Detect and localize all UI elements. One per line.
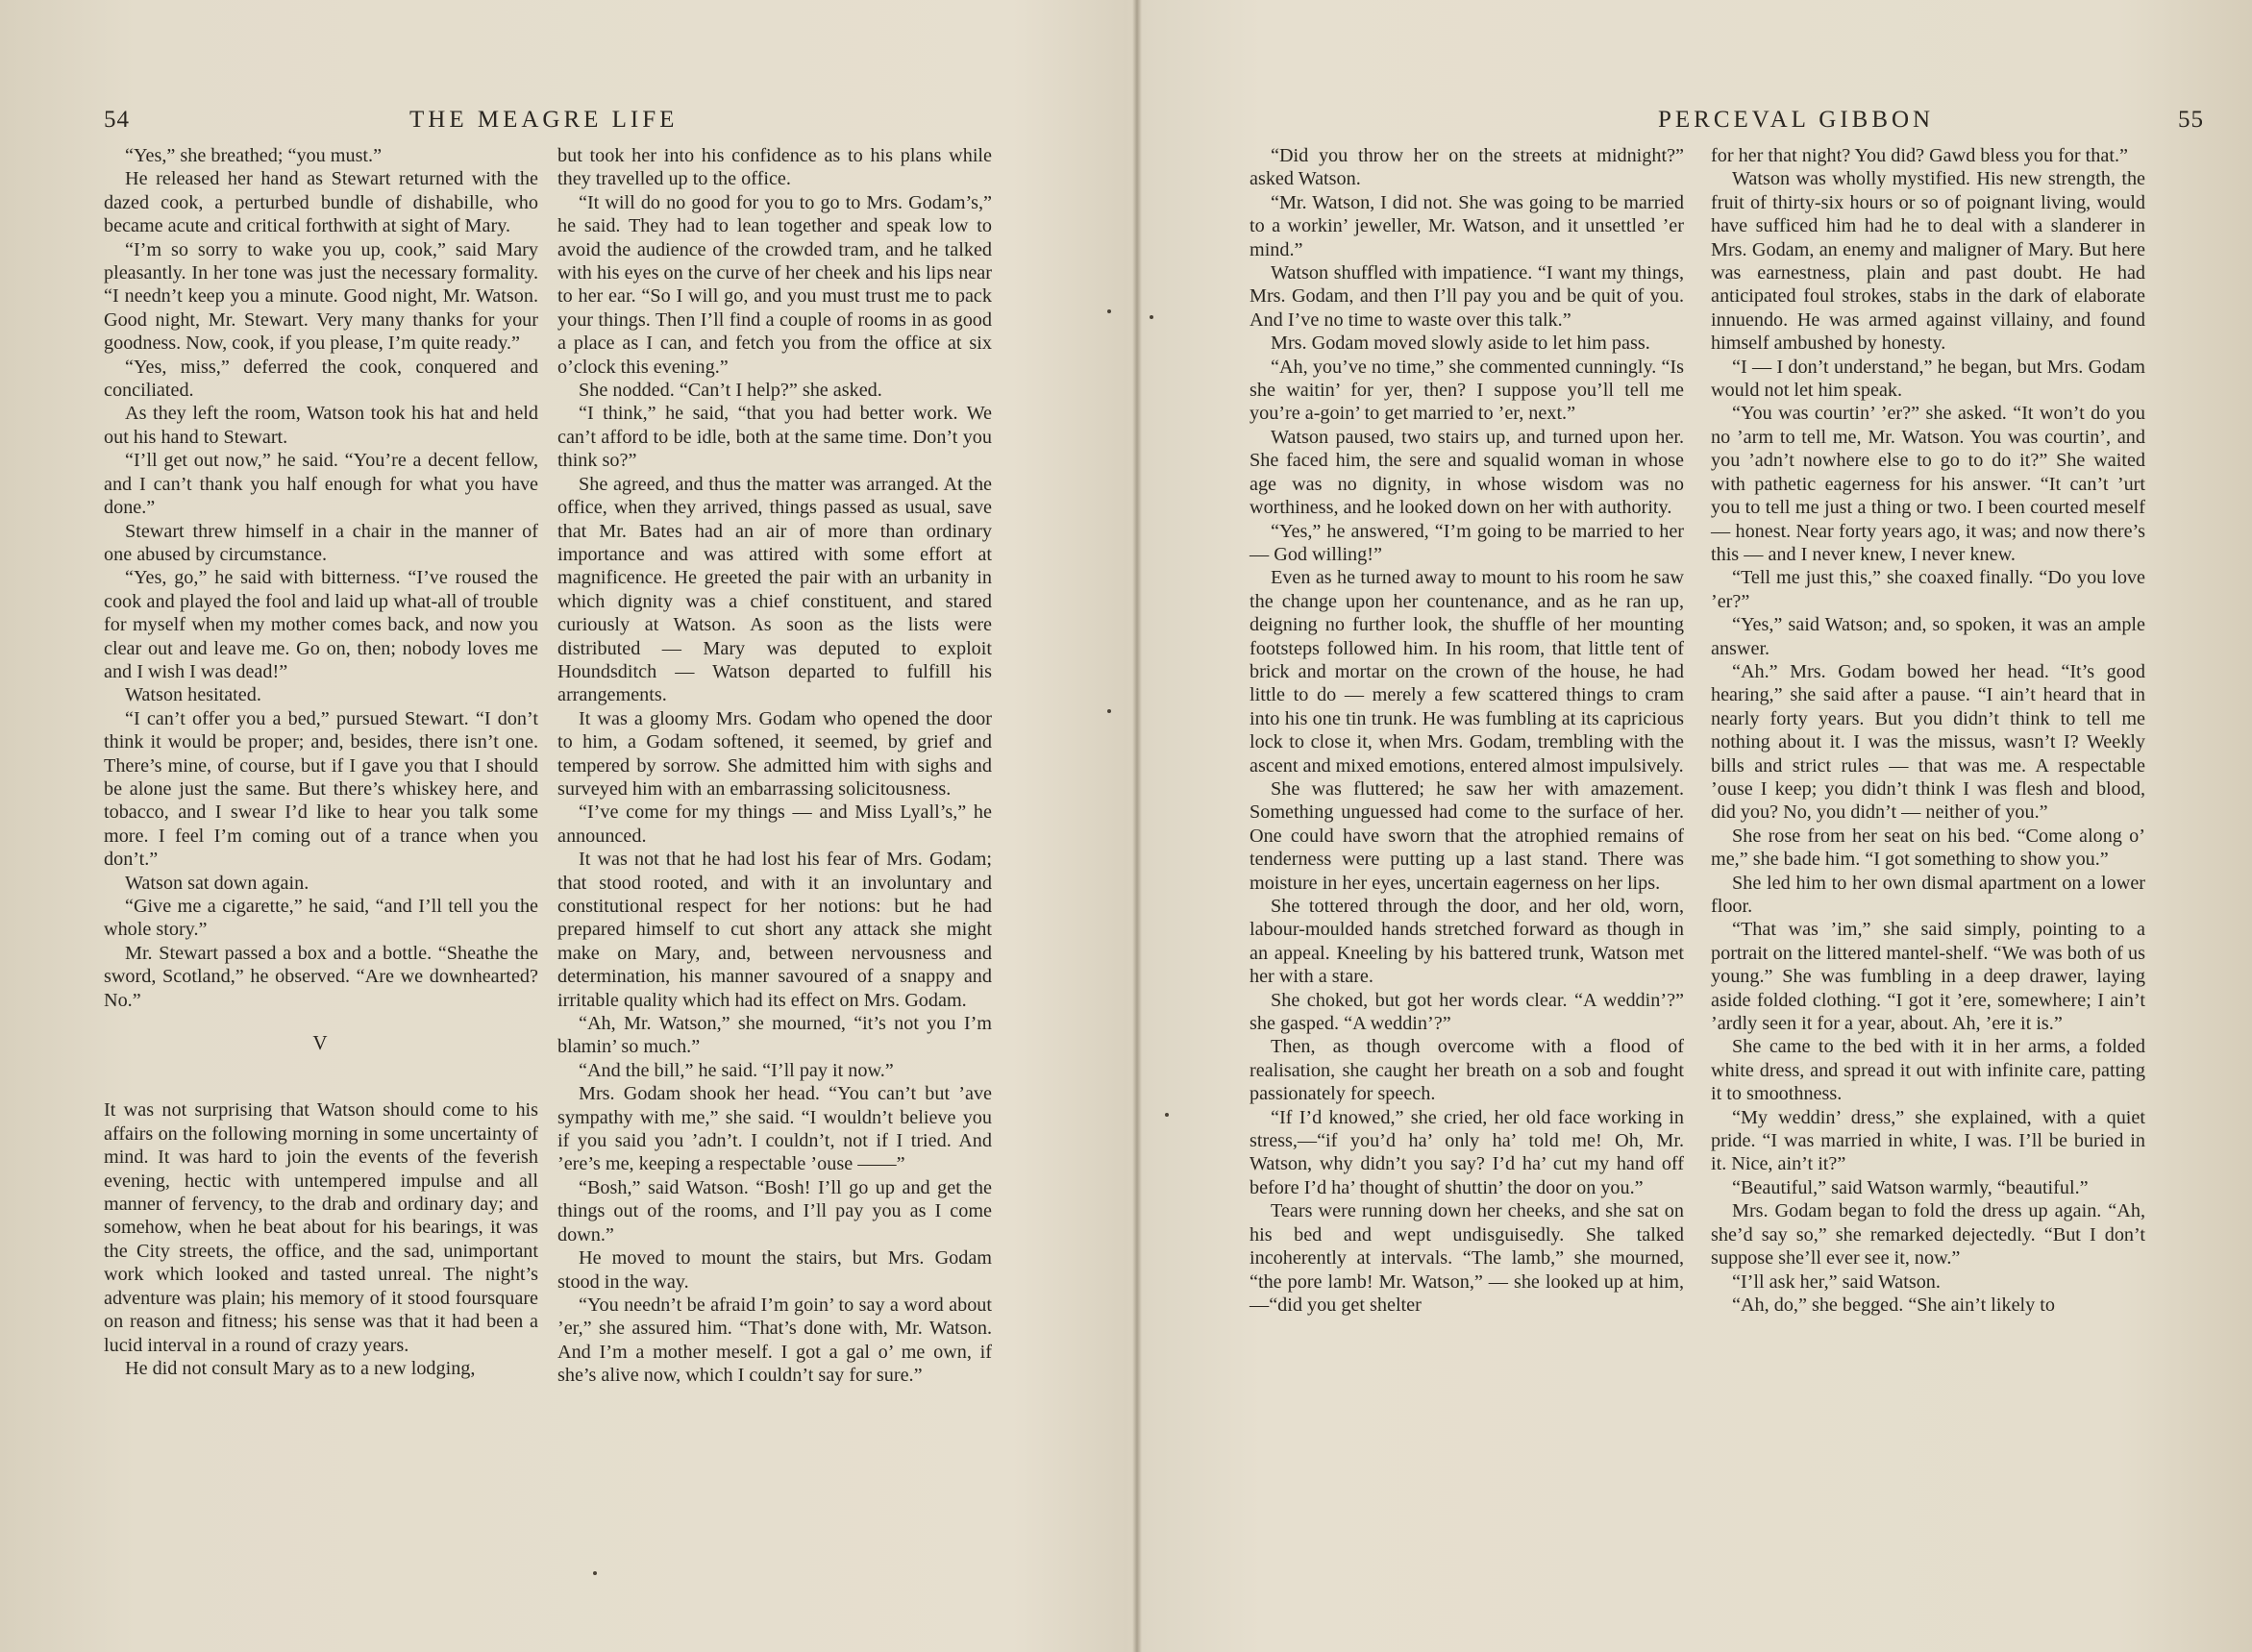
paragraph: but took her into his confidence as to his plans while they travelled up to the office.: [557, 145, 992, 190]
paragraph: “You was courtin’ ’er?” she asked. “It won’t do you no ’arm to tell me, Mr. Watson. You was courtin’, and you ’adn’t nowhere else to go to do it?” She waited with pathetic eagerness for his answer. “It can’t ’urt you to tell me just a thing or two. I been courted meself — honest. Near forty years ago, it was; and now there’s this — and I never knew, I never knew.: [1711, 403, 2145, 565]
paragraph: “Ah, you’ve no time,” she commented cunningly. “Is she waitin’ for yer, then? I suppose you’ll tell me you’re a-goin’ to get married to ’er, next.”: [1250, 356, 1684, 425]
paragraph: “Did you throw her on the streets at midnight?” asked Watson.: [1250, 145, 1684, 190]
paragraph: “Ah, Mr. Watson,” she mourned, “it’s not you I’m blamin’ so much.”: [557, 1013, 992, 1058]
paragraph: Mrs. Godam moved slowly aside to let him pass.: [1271, 333, 1650, 355]
paragraph: “And the bill,” he said. “I’ll pay it now.”: [579, 1059, 894, 1081]
paragraph: Mr. Stewart passed a box and a bottle. “Sheathe the sword, Scotland,” he observed. “Are we downhearted? No.”: [104, 942, 538, 1011]
paragraph: Watson paused, two stairs up, and turned upon her. She faced him, the sere and squalid woman in whose age was no dignity, in whose wisdom was no worthiness, and he looked down on her with authority.: [1250, 426, 1684, 519]
paragraph: “Give me a cigarette,” he said, “and I’ll tell you the whole story.”: [104, 896, 538, 941]
paragraph: He released her hand as Stewart returned with the dazed cook, a perturbed bundle of dishabille, who became acute and critical forthwith at sight of Mary.: [104, 168, 538, 237]
paragraph: “I can’t offer you a bed,” pursued Stewart. “I don’t think it would be proper; and, besides, there isn’t one. There’s mine, of course, but if I gave you that I should be alone just the same. But there’s whiskey here, and tobacco, and I swear I’d like to hear you talk some more. I feel I’m coming out of a trance when you don’t.”: [104, 707, 538, 871]
paragraph: Mrs. Godam shook her head. “You can’t but ’ave sympathy with me,” she said. “I wouldn’t believe you if you said you ’adn’t. I couldn’t, not if I tried. And ’ere’s me, keeping a respectable ’ouse ——”: [557, 1083, 992, 1175]
paragraph: “Yes,” she breathed; “you must.”: [125, 145, 383, 166]
paragraph: Watson hesitated.: [125, 684, 261, 706]
right-column-2: [1711, 144, 2145, 1317]
paragraph: She was fluttered; he saw her with amazement. Something unguessed had come to the surface of her. One could have sworn that the atrophied remains of tenderness were putting up a last stand. There was moisture in her eyes, uncertain eagerness on her lips.: [1250, 777, 1684, 894]
paragraph: Mrs. Godam began to fold the dress up again. “Ah, she’d say so,” she remarked dejectedly. “But I don’t suppose she’ll ever see it, now.”: [1711, 1200, 2145, 1270]
paragraph: “I think,” he said, “that you had better work. We can’t afford to be idle, both at the same time. Don’t you think so?”: [557, 403, 992, 472]
paragraph: “I’m so sorry to wake you up, cook,” said Mary pleasantly. In her tone was just the necessary formality. “I needn’t keep you a minute. Good night, Mr. Watson. Good night, Mr. Stewart. Very many thanks for your goodness. Now, cook, if you please, I’m quite ready.”: [104, 238, 538, 355]
paragraph: “Beautiful,” said Watson warmly, “beautiful.”: [1732, 1176, 2089, 1198]
paragraph: “Yes, go,” he said with bitterness. “I’ve roused the cook and played the fool and laid up what-all of trouble for myself when my mother comes back, and now you clear out and leave me. Go on, then; nobody loves me and I wish I was dead!”: [104, 567, 538, 682]
paragraph: Even as he turned away to mount to his room he saw the change upon her countenance, and as he ran up, deigning no further look, the shuffle of her mounting footsteps followed him. In his room, that little tent of brick and mortar on the crown of the house, he had little to do — merely a few scattered things to cram into his one tin trunk. He was fumbling at its capricious lock to close it, when Mrs. Godam, trembling with the ascent and mixed emotions, entered almost impulsively.: [1250, 567, 1684, 777]
paragraph: “That was ’im,” she said simply, pointing to a portrait on the littered mantel-shelf. “We was both of us young.” She was fumbling in a deep drawer, laying aside folded clothing. “I got it ’ere, somewhere; I ain’t ’ardly seen it for a year, about. Ah, ’ere it is.”: [1711, 919, 2145, 1035]
paragraph: She led him to her own dismal apartment on a lower floor.: [1711, 872, 2145, 917]
paragraph: It was not surprising that Watson should come to his affairs on the following morning in some uncertainty of mind. It was hard to join the events of the feverish evening, hectic with untempered impulse and all manner of fervency, to the drab and ordinary day; and somehow, when he beat about for his bearings, it was the City streets, the office, and the sad, unimportant work which looked and tasted unreal. The night’s adventure was plain; his memory of it stood foursquare on reason and fitness; his sense was that it had been a lucid interval in a round of crazy years.: [104, 1099, 538, 1356]
paragraph: She rose from her seat on his bed. “Come along o’ me,” she bade him. “I got something to show you.”: [1711, 825, 2145, 871]
right-running-head: [1243, 104, 2204, 136]
page-speck: [1107, 709, 1111, 713]
paragraph: “Ah.” Mrs. Godam bowed her head. “It’s good hearing,” she said after a pause. “I ain’t heard that in nearly forty years. But you didn’t think to tell me nothing about it. I was the missus, wasn’t I? Weekly bills and strict rules — that was me. A respectable ’ouse I keep; you didn’t think I was flesh and blood, did you? No, you didn’t — neither of you.”: [1711, 660, 2145, 824]
paragraph: As they left the room, Watson took his hat and held out his hand to Stewart.: [104, 403, 538, 448]
right-page-number: 55: [2178, 107, 2204, 133]
paragraph: Stewart threw himself in a chair in the manner of one abused by circumstance.: [104, 520, 538, 565]
paragraph: “I — I don’t understand,” he began, but Mrs. Godam would not let him speak.: [1711, 356, 2145, 402]
paragraph: It was a gloomy Mrs. Godam who opened the door to him, a Godam softened, it seemed, by grief and tempered by sorrow. She admitted him with sighs and surveyed him with an embarrassing solicitousness.: [557, 707, 992, 800]
paragraph: It was not that he had lost his fear of Mrs. Godam; that stood rooted, and with it an involuntary and constitutional respect for her notions: but he had prepared himself to cut short any attack she might make on Mary, and, between nervousness and determination, his manner savoured of a snappy and irritable quality which had its effect on Mrs. Godam.: [557, 849, 992, 1011]
paragraph: She tottered through the door, and her old, worn, labour-moulded hands stretched forward as though in an appeal. Kneeling by his battered trunk, Watson met her with a stare.: [1250, 896, 1684, 988]
right-page: [1142, 0, 2252, 1652]
paragraph: “You needn’t be afraid I’m goin’ to say a word about ’er,” she assured him. “That’s done with, Mr. Watson. And I’m a mother meself. I got a gal o’ me own, if she’s alive now, which I couldn’t say for sure.”: [557, 1294, 992, 1387]
paragraph: She came to the bed with it in her arms, a folded white dress, and spread it out with infinite care, patting it to smoothness.: [1711, 1036, 2145, 1105]
paragraph: Watson sat down again.: [125, 872, 309, 894]
paragraph: “Yes, miss,” deferred the cook, conquered and conciliated.: [104, 356, 538, 402]
paragraph: “Yes,” said Watson; and, so spoken, it was an ample answer.: [1711, 614, 2145, 659]
paragraph: “Ah, do,” she begged. “She ain’t likely to: [1732, 1294, 2056, 1316]
paragraph: She choked, but got her words clear. “A weddin’?” she gasped. “A weddin’?”: [1250, 989, 1684, 1035]
section-heading: V: [312, 1031, 330, 1055]
paragraph: “Yes,” he answered, “I’m going to be married to her — God willing!”: [1250, 520, 1684, 565]
left-running-title: THE MEAGRE LIFE: [409, 107, 679, 133]
left-running-head: [104, 104, 1079, 136]
paragraph: “I’ll ask her,” said Watson.: [1732, 1270, 1941, 1293]
page-speck: [1165, 1113, 1169, 1117]
paragraph: Then, as though overcome with a flood of realisation, she caught her breath on a sob and fought passionately for speech.: [1250, 1036, 1684, 1105]
paragraph: “It will do no good for you to go to Mrs. Godam’s,” he said. They had to lean together and speak low to avoid the audience of the crowded tram, and he talked with his eyes on the curve of her cheek and his lips near to her ear. “So I will go, and you must trust me to pack your things. Then I’ll find a couple of rooms in as good a place as I can, and fetch you from the office at six o’clock this evening.”: [557, 191, 992, 378]
paragraph: She nodded. “Can’t I help?” she asked.: [579, 380, 882, 402]
paragraph: Watson was wholly mystified. His new strength, the fruit of thirty-six hours or so of poignant living, would have sufficed him had he to deal with a slanderer in Mrs. Godam, an enemy and maligner of Mary. But here was earnestness, plain and past doubt. He had anticipated foul strokes, stabs in the dark of elaborate innuendo. He was armed against villainy, and found himself ambushed by honesty.: [1711, 168, 2145, 355]
right-column-1: [1250, 144, 1684, 1317]
paragraph: Tears were running down her cheeks, and she sat on his bed and wept undisguisedly. She talked incoherently at intervals. “The lamb,” she mourned, “the pore lamb! Mr. Watson,” — she looked up at him,—“did you get shelter: [1250, 1200, 1684, 1316]
page-speck: [1150, 315, 1153, 319]
paragraph: “I’ve come for my things — and Miss Lyall’s,” he announced.: [557, 801, 992, 847]
paragraph: “I’ll get out now,” he said. “You’re a decent fellow, and I can’t thank you half enough for what you have done.”: [104, 450, 538, 519]
paragraph: “Bosh,” said Watson. “Bosh! I’ll go up and get the things out of the rooms, and I’ll pay you as I come down.”: [557, 1176, 992, 1245]
left-page-number: 54: [104, 107, 130, 133]
paragraph: He moved to mount the stairs, but Mrs. Godam stood in the way.: [557, 1247, 992, 1293]
page-speck: [1107, 309, 1111, 313]
page-speck: [593, 1571, 597, 1575]
left-column-1: [104, 144, 538, 1380]
paragraph: “My weddin’ dress,” she explained, with a quiet pride. “I was married in white, I was. I’ll be buried in it. Nice, ain’t it?”: [1711, 1106, 2145, 1175]
paragraph: He did not consult Mary as to a new lodging,: [125, 1357, 476, 1379]
paragraph: for her that night? You did? Gawd bless you for that.”: [1711, 145, 2128, 166]
paragraph: She agreed, and thus the matter was arranged. At the office, when they arrived, things passed as usual, save that Mr. Bates had an air of more than ordinary importance and was attired with some effort at magnificence. He greeted the pair with an urbanity in which dignity was a chief constituent, and stared curiously at Watson. As soon as the lists were distributed — Mary was deputed to exploit Houndsditch — Watson departed to fulfill his arrangements.: [557, 473, 992, 706]
paragraph: “Mr. Watson, I did not. She was going to be married to a workin’ jeweller, Mr. Watson, and it unsettled ’er mind.”: [1250, 191, 1684, 260]
paragraph: Watson shuffled with impatience. “I want my things, Mrs. Godam, and then I’ll pay you and be quit of you. And I’ve no time to waste over this talk.”: [1250, 262, 1684, 331]
paragraph: “If I’d knowed,” she cried, her old face working in stress,—“if you’d ha’ only ha’ told me! Oh, Mr. Watson, why didn’t you say? I’d ha’ cut my hand off before I’d ha’ thought of shuttin’ the door on you.”: [1250, 1106, 1684, 1198]
paragraph: “Tell me just this,” she coaxed finally. “Do you love ’er?”: [1711, 567, 2145, 612]
right-running-title: PERCEVAL GIBBON: [1658, 107, 1935, 133]
book-gutter: [1132, 0, 1142, 1652]
left-column-2: [557, 144, 992, 1388]
